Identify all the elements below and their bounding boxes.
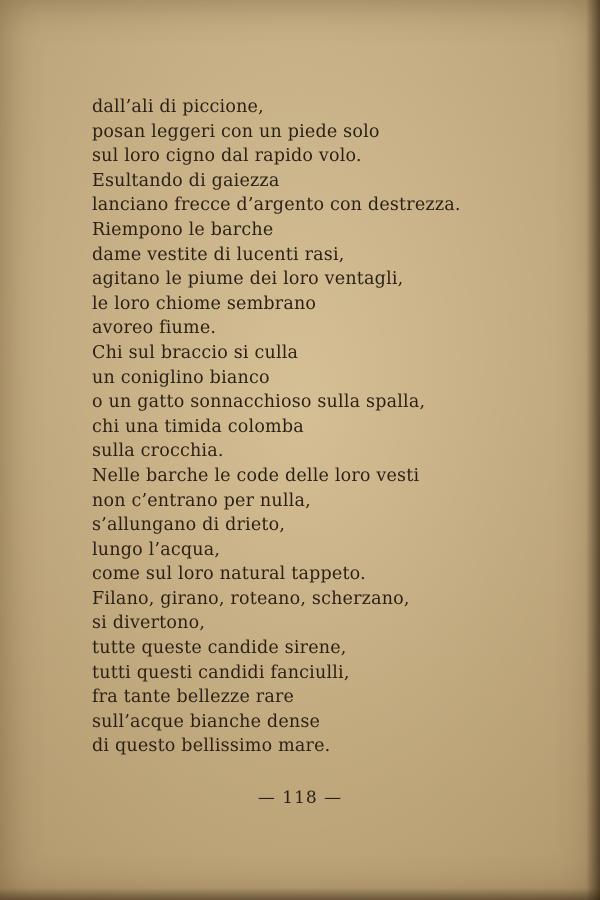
poem-line: dall’ali di piccione, [92,97,264,117]
poem-line: fra tante bellezze rare [92,687,295,708]
poem-line: agitano le piume dei loro ventagli, [92,269,404,290]
poem-line: non c’entrano per nulla, [92,490,311,511]
poem-line: tutti questi candidi fanciulli, [92,662,350,683]
page-edge-shadow [586,0,600,900]
poem-line: lungo l’acqua, [92,539,221,560]
page-bottom-shadow [0,888,600,900]
poem-line: s’allungano di drieto, [92,515,286,536]
poem-line: Nelle barche le code delle loro vesti [92,465,420,486]
poem-line: di questo bellissimo mare. [92,736,331,757]
poem-line: dame vestite di lucenti rasi, [92,244,345,265]
poem-line: o un gatto sonnacchioso sulla spalla, [92,392,426,413]
poem-line: Esultando di gaiezza [92,170,280,191]
poem-line: un coniglino bianco [92,367,270,388]
poem-line: come sul loro natural tappeto. [92,564,366,585]
poem-line: si divertono, [92,613,206,634]
poem-line: le loro chiome sembrano [92,293,317,314]
poem-line: Chi sul braccio si culla [92,342,299,363]
poem-line: sul loro cigno dal rapido volo. [92,146,362,167]
poem-line: Filano, girano, roteano, scherzano, [92,588,410,609]
poem-line: sull’acque bianche dense [92,711,321,732]
poem-line: chi una timida colomba [92,416,304,437]
poem-text [92,95,562,759]
poem-line: Riempono le barche [92,219,274,240]
poem-line: avoreo fiume. [92,318,217,339]
poem-line: sulla crocchia. [92,441,224,462]
poem-line: posan leggeri con un piede solo [92,121,380,142]
poem-line: lanciano frecce d’argento con destrezza. [92,195,461,216]
page-number: — 118 — [257,788,343,808]
poem-line: tutte queste candide sirene, [92,638,347,659]
